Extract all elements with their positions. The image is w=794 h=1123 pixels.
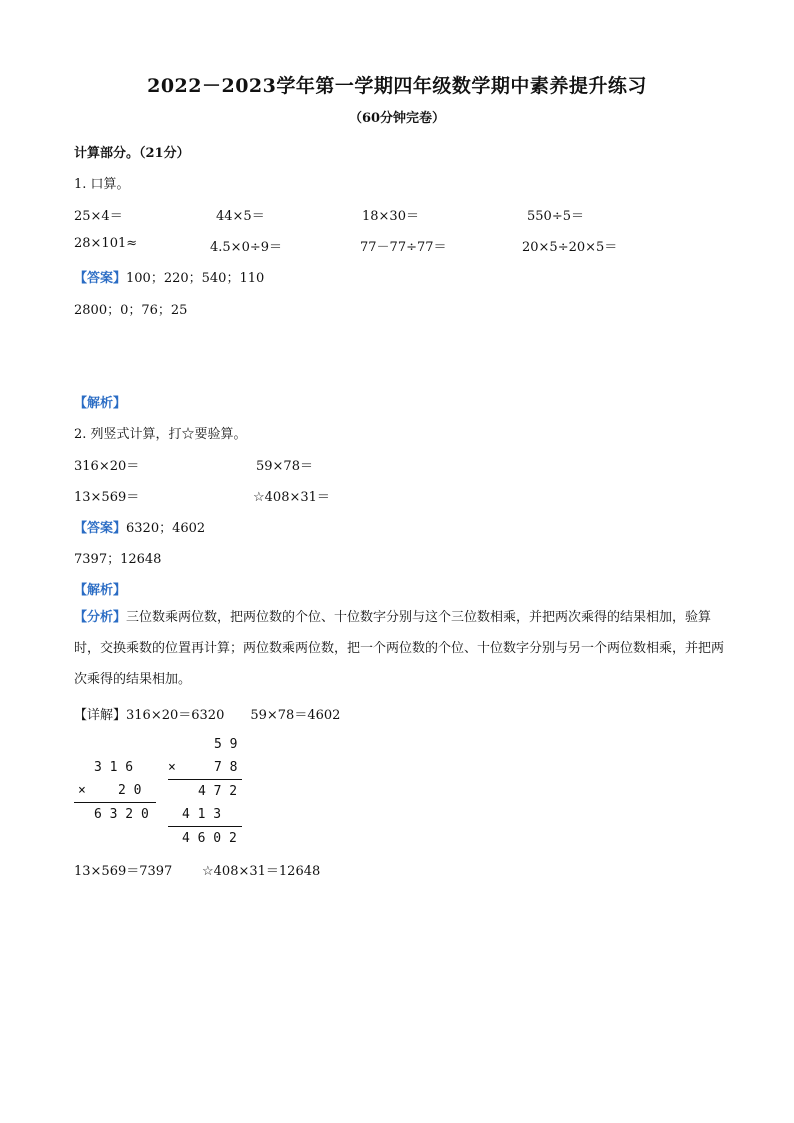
q2-item: 316×20＝ (74, 459, 140, 474)
answer-tag: 【答案】 (74, 271, 127, 286)
q2-answer (74, 517, 205, 536)
q1-item: 20×5÷20×5＝ (522, 240, 618, 255)
q1-item: 25×4＝ (74, 209, 123, 224)
q1-stem: 1. 口算。 (74, 177, 130, 192)
q1-answer (74, 267, 264, 286)
q2-item: ☆408×31＝ (253, 490, 330, 505)
q1-item: 44×5＝ (216, 209, 265, 224)
vertical1-second: 2 0 (118, 783, 142, 798)
vertical2-partial1: 4 7 2 (198, 784, 238, 799)
q1-item: 28×101≈ (74, 236, 138, 251)
q2-stem: 2. 列竖式计算，打☆要验算。 (74, 427, 247, 442)
section-heading: 计算部分。（21分） (74, 146, 190, 161)
vertical1-top: 3 1 6 (94, 760, 134, 775)
answer-tag: 【答案】 (74, 521, 127, 536)
q1-item: 550÷5＝ (527, 209, 584, 224)
xiangjie-tag: 【详解】 (74, 708, 127, 723)
fenxi-text: 三位数乘两位数，把两位数的个位、十位数字分别与这个三位数相乘，并把两次乘得的结果相加，验算时，交换乘数的位置再计算；两位数乘两位数，把一个两位数的个位、十位数字分别与另一个两位数相乘，并把两次乘得的结果相加。 (74, 610, 725, 687)
answer-text: 100；220；540；110 (126, 271, 265, 286)
q2-answer-line2: 7397；12648 (74, 552, 162, 567)
vertical2-rule (168, 779, 242, 780)
q2-final-right: ☆408×31＝12648 (202, 864, 321, 879)
q1-answer-line2: 2800；0；76；25 (74, 303, 188, 318)
answer-text: 6320；4602 (126, 521, 206, 536)
q1-item: 77－77÷77＝ (360, 240, 447, 255)
vertical2-partial2: 4 1 3 (182, 807, 222, 822)
vertical2-result: 4 6 0 2 (182, 831, 237, 846)
xiangjie-text: 316×20＝6320 59×78＝4602 (126, 708, 341, 723)
q1-item: 18×30＝ (362, 209, 419, 224)
q1-analysis-tag: 【解析】 (74, 396, 127, 411)
q1-item: 4.5×0÷9＝ (210, 240, 283, 255)
vertical1-rule (74, 802, 156, 803)
q2-detail (74, 704, 340, 723)
vertical1-mul-sign: × (78, 783, 86, 798)
q2-item: 13×569＝ (74, 490, 140, 505)
vertical2-top: 5 9 (214, 737, 238, 752)
vertical2-second: 7 8 (214, 760, 238, 775)
q2-final-left: 13×569＝7397 (74, 864, 173, 879)
q2-analysis-tag: 【解析】 (74, 583, 127, 598)
q2-analysis-paragraph (74, 602, 734, 695)
page-title: 2022－2023学年第一学期四年级数学期中素养提升练习 (147, 75, 647, 97)
vertical2-mul-sign: × (168, 760, 176, 775)
q2-item: 59×78＝ (256, 459, 313, 474)
vertical2-rule (168, 826, 242, 827)
page-subtitle: （60分钟完卷） (348, 111, 446, 126)
vertical1-result: 6 3 2 0 (94, 807, 149, 822)
fenxi-tag: 【分析】 (74, 610, 127, 625)
